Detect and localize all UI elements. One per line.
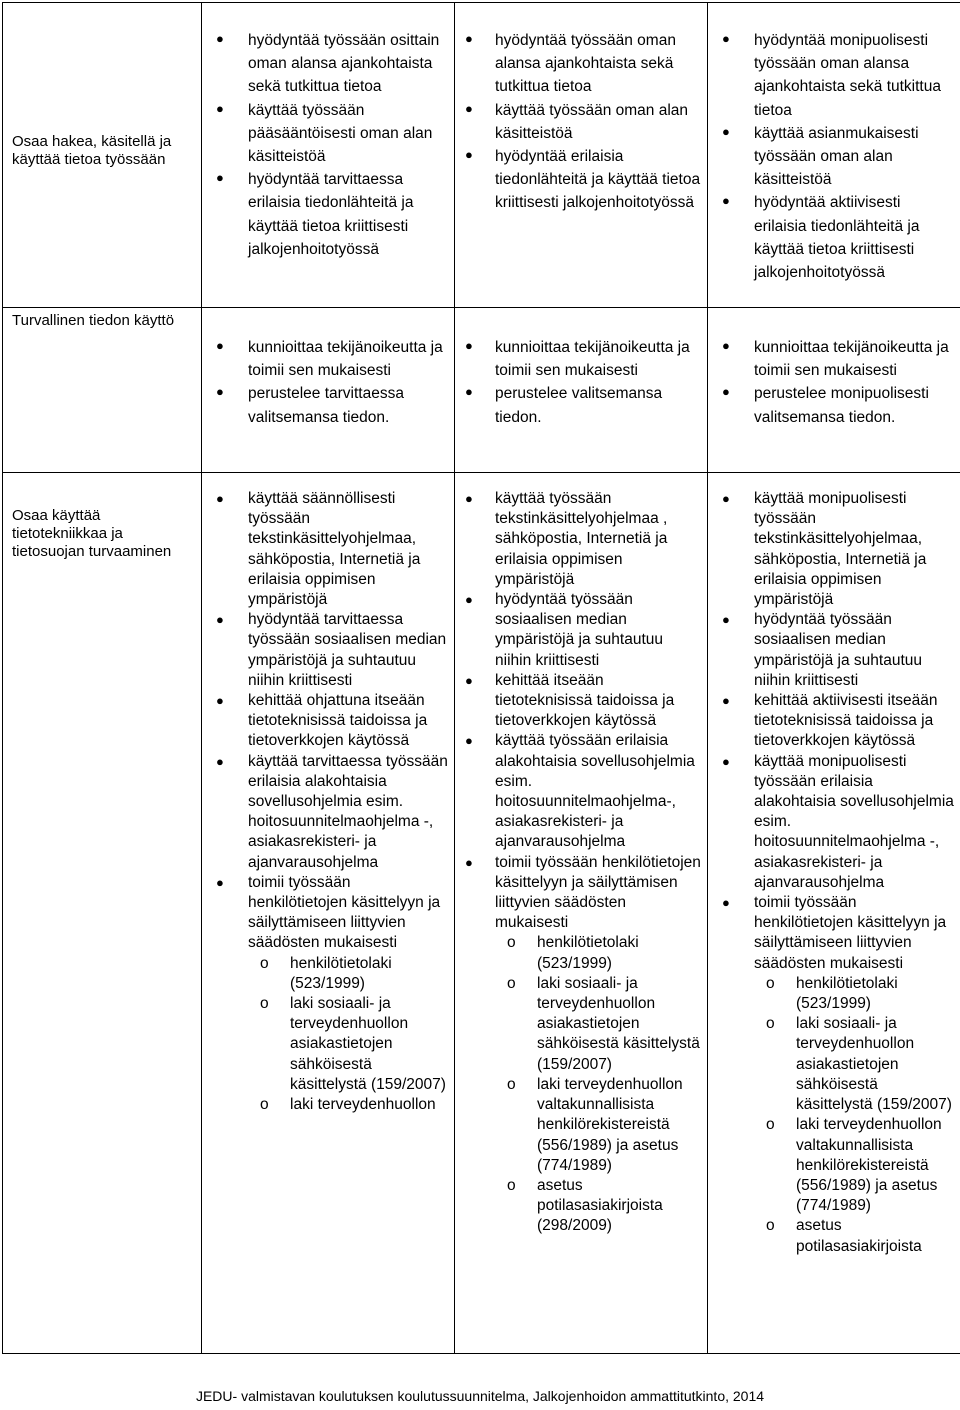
criteria-cell-level2 (455, 308, 708, 473)
list-item-text: hyödyntää työssään sosiaalisen median ympäristöjä ja suhtautuu niihin kriittisesti (495, 591, 664, 669)
table-row (3, 473, 960, 1354)
criteria-cell-level1 (202, 3, 455, 308)
list-item-text: perustelee valitsemansa tiedon. (495, 385, 663, 426)
sub-list-item-text: asetus potilasasiakirjoista (298/2009) (537, 1176, 663, 1235)
list-item-text: käyttää työssään tekstinkäsittelyohjelmaa , sähköpostia, Internetiä ja erilaisia oppimisen ympäristöjä (495, 490, 668, 588)
circle-bullet-icon: o (260, 995, 269, 1013)
list-item (216, 752, 450, 873)
bullet-icon: ● (465, 491, 473, 506)
bullet-list (216, 29, 450, 261)
circle-bullet-icon: o (766, 1116, 775, 1134)
sub-list-item-text: laki terveydenhuollon valtakunnallisista henkilörekistereistä (556/1989) ja asetus (774/1989) (796, 1116, 942, 1215)
list-item (465, 99, 703, 145)
list-item-text: perustelee monipuolisesti valitsemansa tiedon. (754, 385, 929, 426)
row-label-cell (3, 473, 202, 1354)
list-item (722, 489, 956, 610)
sub-list-item-text: henkilötietolaki (523/1999) (796, 974, 898, 1013)
list-item-text: käyttää työssään pääsääntöisesti oman alan käsitteistöä (248, 101, 433, 166)
list-item (465, 145, 703, 215)
bullet-icon: ● (722, 193, 730, 209)
list-item-text: kehittää ohjattuna itseään tietoteknisissä taidoissa ja tietoverkkojen käytössä (248, 692, 428, 750)
sub-list-item-text: laki sosiaali- ja terveydenhuollon asiakastietojen sähköisestä käsittelystä (159/2007) (796, 1015, 952, 1114)
criteria-cell-level2 (455, 3, 708, 308)
list-item (722, 29, 956, 122)
bullet-list (722, 29, 956, 284)
list-item-text: toimii työssään henkilötietojen käsittelyyn ja säilyttämisen liittyvien säädösten mukaisesti (495, 853, 701, 932)
list-item (722, 893, 956, 1257)
circle-bullet-icon: o (766, 1015, 775, 1033)
bullet-icon: ● (722, 612, 730, 628)
bullet-icon: ● (722, 31, 730, 46)
row-label: Turvallinen tiedon käyttö (12, 312, 175, 329)
table-row (3, 3, 960, 308)
sub-list-item (754, 1216, 956, 1256)
list-item-text: toimii työssään henkilötietojen käsittelyyn ja säilyttämiseen liittyvien säädösten mukaisesti (248, 873, 441, 952)
bullet-icon: ● (216, 338, 224, 353)
sub-list-item-text: laki sosiaali- ja terveydenhuollon asiakastietojen sähköisestä käsittelystä (159/2007) (537, 974, 700, 1073)
sub-list-item (248, 1095, 450, 1115)
bullet-icon: ● (722, 123, 730, 139)
list-item-text: käyttää asianmukaisesti työssään oman alan käsitteistöä (754, 124, 919, 189)
list-item-text: käyttää monipuolisesti työssään erilaisia alakohtaisia sovellusohjelmia esim. hoitosuunnitelmaohjelma -, asiakasrekisteri- ja ajanvarausohjelma (754, 752, 954, 891)
list-item-text: hyödyntää työssään osittain oman alansa ajankohtaista sekä tutkittua tietoa (248, 32, 440, 96)
list-item (722, 382, 956, 428)
list-item (722, 122, 956, 192)
list-item-text: käyttää tarvittaessa työssään erilaisia alakohtaisia sovellusohjelmia esim. hoitosuunnitelmaohjelma -, asiakasrekisteri- ja ajanvarausohjelma (248, 752, 448, 871)
criteria-cell-level1 (202, 308, 455, 473)
criteria-cell-level2 (455, 473, 708, 1354)
list-item (722, 752, 956, 893)
list-item-text: hyödyntää työssään oman alansa ajankohtaista sekä tutkittua tietoa (495, 32, 676, 96)
bullet-icon: ● (216, 491, 224, 506)
list-item (216, 610, 450, 691)
bullet-list (722, 336, 956, 429)
bullet-icon: ● (216, 31, 224, 46)
list-item (216, 382, 450, 428)
bullet-icon: ● (722, 338, 730, 353)
row-label: Osaa käyttää tietotekniikkaa ja tietosuojan turvaaminen (12, 507, 172, 560)
sub-list-item (495, 933, 703, 973)
bullet-list (465, 336, 703, 429)
list-item-text: kunnioittaa tekijänoikeutta ja toimii sen mukaisesti (754, 339, 949, 380)
sub-list (248, 954, 450, 1116)
sub-list-item (248, 954, 450, 994)
criteria-cell-level1 (202, 473, 455, 1354)
row-label-cell (3, 308, 202, 473)
bullet-icon: ● (722, 384, 730, 400)
list-item (722, 191, 956, 284)
list-item (216, 99, 450, 169)
list-item-text: perustelee tarvittaessa valitsemansa tiedon. (248, 385, 404, 426)
list-item (216, 336, 450, 382)
list-item (465, 671, 703, 732)
sub-list-item (754, 1014, 956, 1115)
sub-list (754, 974, 956, 1257)
list-item-text: käyttää monipuolisesti työssään tekstinkäsittelyohjelmaa, sähköpostia, Internetiä ja erilaisia oppimisen ympäristöjä (754, 490, 927, 609)
list-item (216, 873, 450, 1115)
bullet-icon: ● (465, 31, 473, 46)
circle-bullet-icon: o (507, 974, 516, 992)
sub-list-item (495, 1075, 703, 1176)
circle-bullet-icon: o (766, 974, 775, 992)
bullet-list (722, 489, 956, 1257)
bullet-icon: ● (722, 753, 730, 769)
bullet-icon: ● (216, 384, 224, 400)
list-item (216, 691, 450, 752)
bullet-icon: ● (216, 753, 224, 769)
row-label-cell (3, 3, 202, 308)
sub-list-item (495, 974, 703, 1075)
list-item (216, 489, 450, 610)
criteria-cell-level3 (708, 308, 960, 473)
sub-list-item-text: laki sosiaali- ja terveydenhuollon asiakastietojen sähköisestä käsittelystä (159/2007) (290, 995, 446, 1093)
sub-list-item (248, 994, 450, 1095)
circle-bullet-icon: o (766, 1217, 775, 1235)
list-item (722, 336, 956, 382)
sub-list-item-text: laki terveydenhuollon (290, 1096, 436, 1114)
criteria-table (2, 2, 960, 1354)
list-item-text: käyttää säännöllisesti työssään tekstinkäsittelyohjelmaa, sähköpostia, Internetiä ja erilaisia oppimisen ympäristöjä (248, 490, 421, 609)
list-item (465, 336, 703, 382)
bullet-icon: ● (722, 491, 730, 506)
list-item (722, 691, 956, 752)
bullet-icon: ● (216, 874, 224, 890)
list-item-text: hyödyntää työssään sosiaalisen median ympäristöjä ja suhtautuu niihin kriittisesti (754, 611, 923, 689)
sub-list-item (754, 1115, 956, 1216)
row-label: Osaa hakea, käsitellä ja käyttää tietoa työssään (12, 133, 172, 168)
bullet-icon: ● (465, 384, 473, 400)
list-item-text: hyödyntää erilaisia tiedonlähteitä ja käyttää tietoa kriittisesti jalkojenhoitotyössä (495, 148, 701, 212)
list-item (465, 489, 703, 590)
bullet-list (216, 336, 450, 429)
list-item-text: käyttää työssään erilaisia alakohtaisia sovellusohjelmia esim. hoitosuunnitelmaohjelma-, asiakasrekisteri- ja ajanvarausohjelma (495, 732, 695, 851)
bullet-icon: ● (465, 672, 473, 688)
circle-bullet-icon: o (507, 1075, 516, 1093)
bullet-icon: ● (216, 693, 224, 709)
list-item (465, 731, 703, 852)
table-row (3, 308, 960, 473)
list-item (465, 29, 703, 99)
list-item-text: hyödyntää tarvittaessa erilaisia tiedonlähteitä ja käyttää tietoa kriittisesti jalkojenhoitotyössä (248, 171, 414, 258)
circle-bullet-icon: o (507, 934, 516, 952)
bullet-list (216, 489, 450, 1115)
bullet-icon: ● (465, 592, 473, 608)
bullet-icon: ● (465, 854, 473, 870)
bullet-icon: ● (216, 612, 224, 628)
page-footer: JEDU- valmistavan koulutuksen koulutussuunnitelma, Jalkojenhoidon ammattitutkinto, 2014 (195, 1388, 765, 1404)
list-item-text: käyttää työssään oman alan käsitteistöä (495, 101, 689, 142)
bullet-icon: ● (465, 147, 473, 163)
bullet-icon: ● (216, 170, 224, 186)
bullet-icon: ● (465, 100, 473, 116)
sub-list-item (495, 1176, 703, 1237)
list-item-text: kehittää itseään tietoteknisissä taidoissa ja tietoverkkojen käytössä (495, 671, 675, 730)
sub-list-item-text: henkilötietolaki (523/1999) (537, 934, 639, 972)
list-item-text: kehittää aktiivisesti itseään tietoteknisissä taidoissa ja tietoverkkojen käytössä (754, 692, 938, 750)
list-item (216, 29, 450, 99)
list-item-text: hyödyntää monipuolisesti työssään oman alansa ajankohtaista sekä tutkittua tietoa (754, 32, 941, 119)
sub-list-item-text: asetus potilasasiakirjoista (796, 1217, 922, 1255)
list-item-text: hyödyntää aktiivisesti erilaisia tiedonlähteitä ja käyttää tietoa kriittisesti jalkojenhoitotyössä (754, 194, 920, 282)
circle-bullet-icon: o (260, 954, 269, 972)
list-item (465, 590, 703, 671)
sub-list-item-text: laki terveydenhuollon valtakunnallisista henkilörekistereistä (556/1989) ja asetus (774/1989) (537, 1075, 683, 1174)
circle-bullet-icon: o (507, 1176, 516, 1194)
list-item-text: kunnioittaa tekijänoikeutta ja toimii sen mukaisesti (248, 339, 443, 380)
list-item (465, 382, 703, 428)
bullet-icon: ● (722, 895, 730, 911)
list-item (722, 610, 956, 691)
circle-bullet-icon: o (260, 1096, 269, 1114)
list-item (465, 853, 703, 1237)
bullet-icon: ● (465, 733, 473, 749)
bullet-list (465, 29, 703, 215)
bullet-icon: ● (216, 100, 224, 116)
criteria-cell-level3 (708, 473, 960, 1354)
list-item-text: kunnioittaa tekijänoikeutta ja toimii sen mukaisesti (495, 339, 690, 380)
list-item-text: toimii työssään henkilötietojen käsittelyyn ja säilyttämiseen liittyvien säädösten mukaisesti (754, 894, 947, 972)
sub-list-item-text: henkilötietolaki (523/1999) (290, 954, 392, 992)
list-item-text: hyödyntää tarvittaessa työssään sosiaalisen median ympäristöjä ja suhtautuu niihin kriittisesti (248, 611, 447, 689)
criteria-cell-level3 (708, 3, 960, 308)
sub-list-item (754, 974, 956, 1014)
bullet-icon: ● (465, 338, 473, 353)
bullet-icon: ● (722, 693, 730, 709)
list-item (216, 168, 450, 261)
sub-list (495, 933, 703, 1236)
bullet-list (465, 489, 703, 1237)
